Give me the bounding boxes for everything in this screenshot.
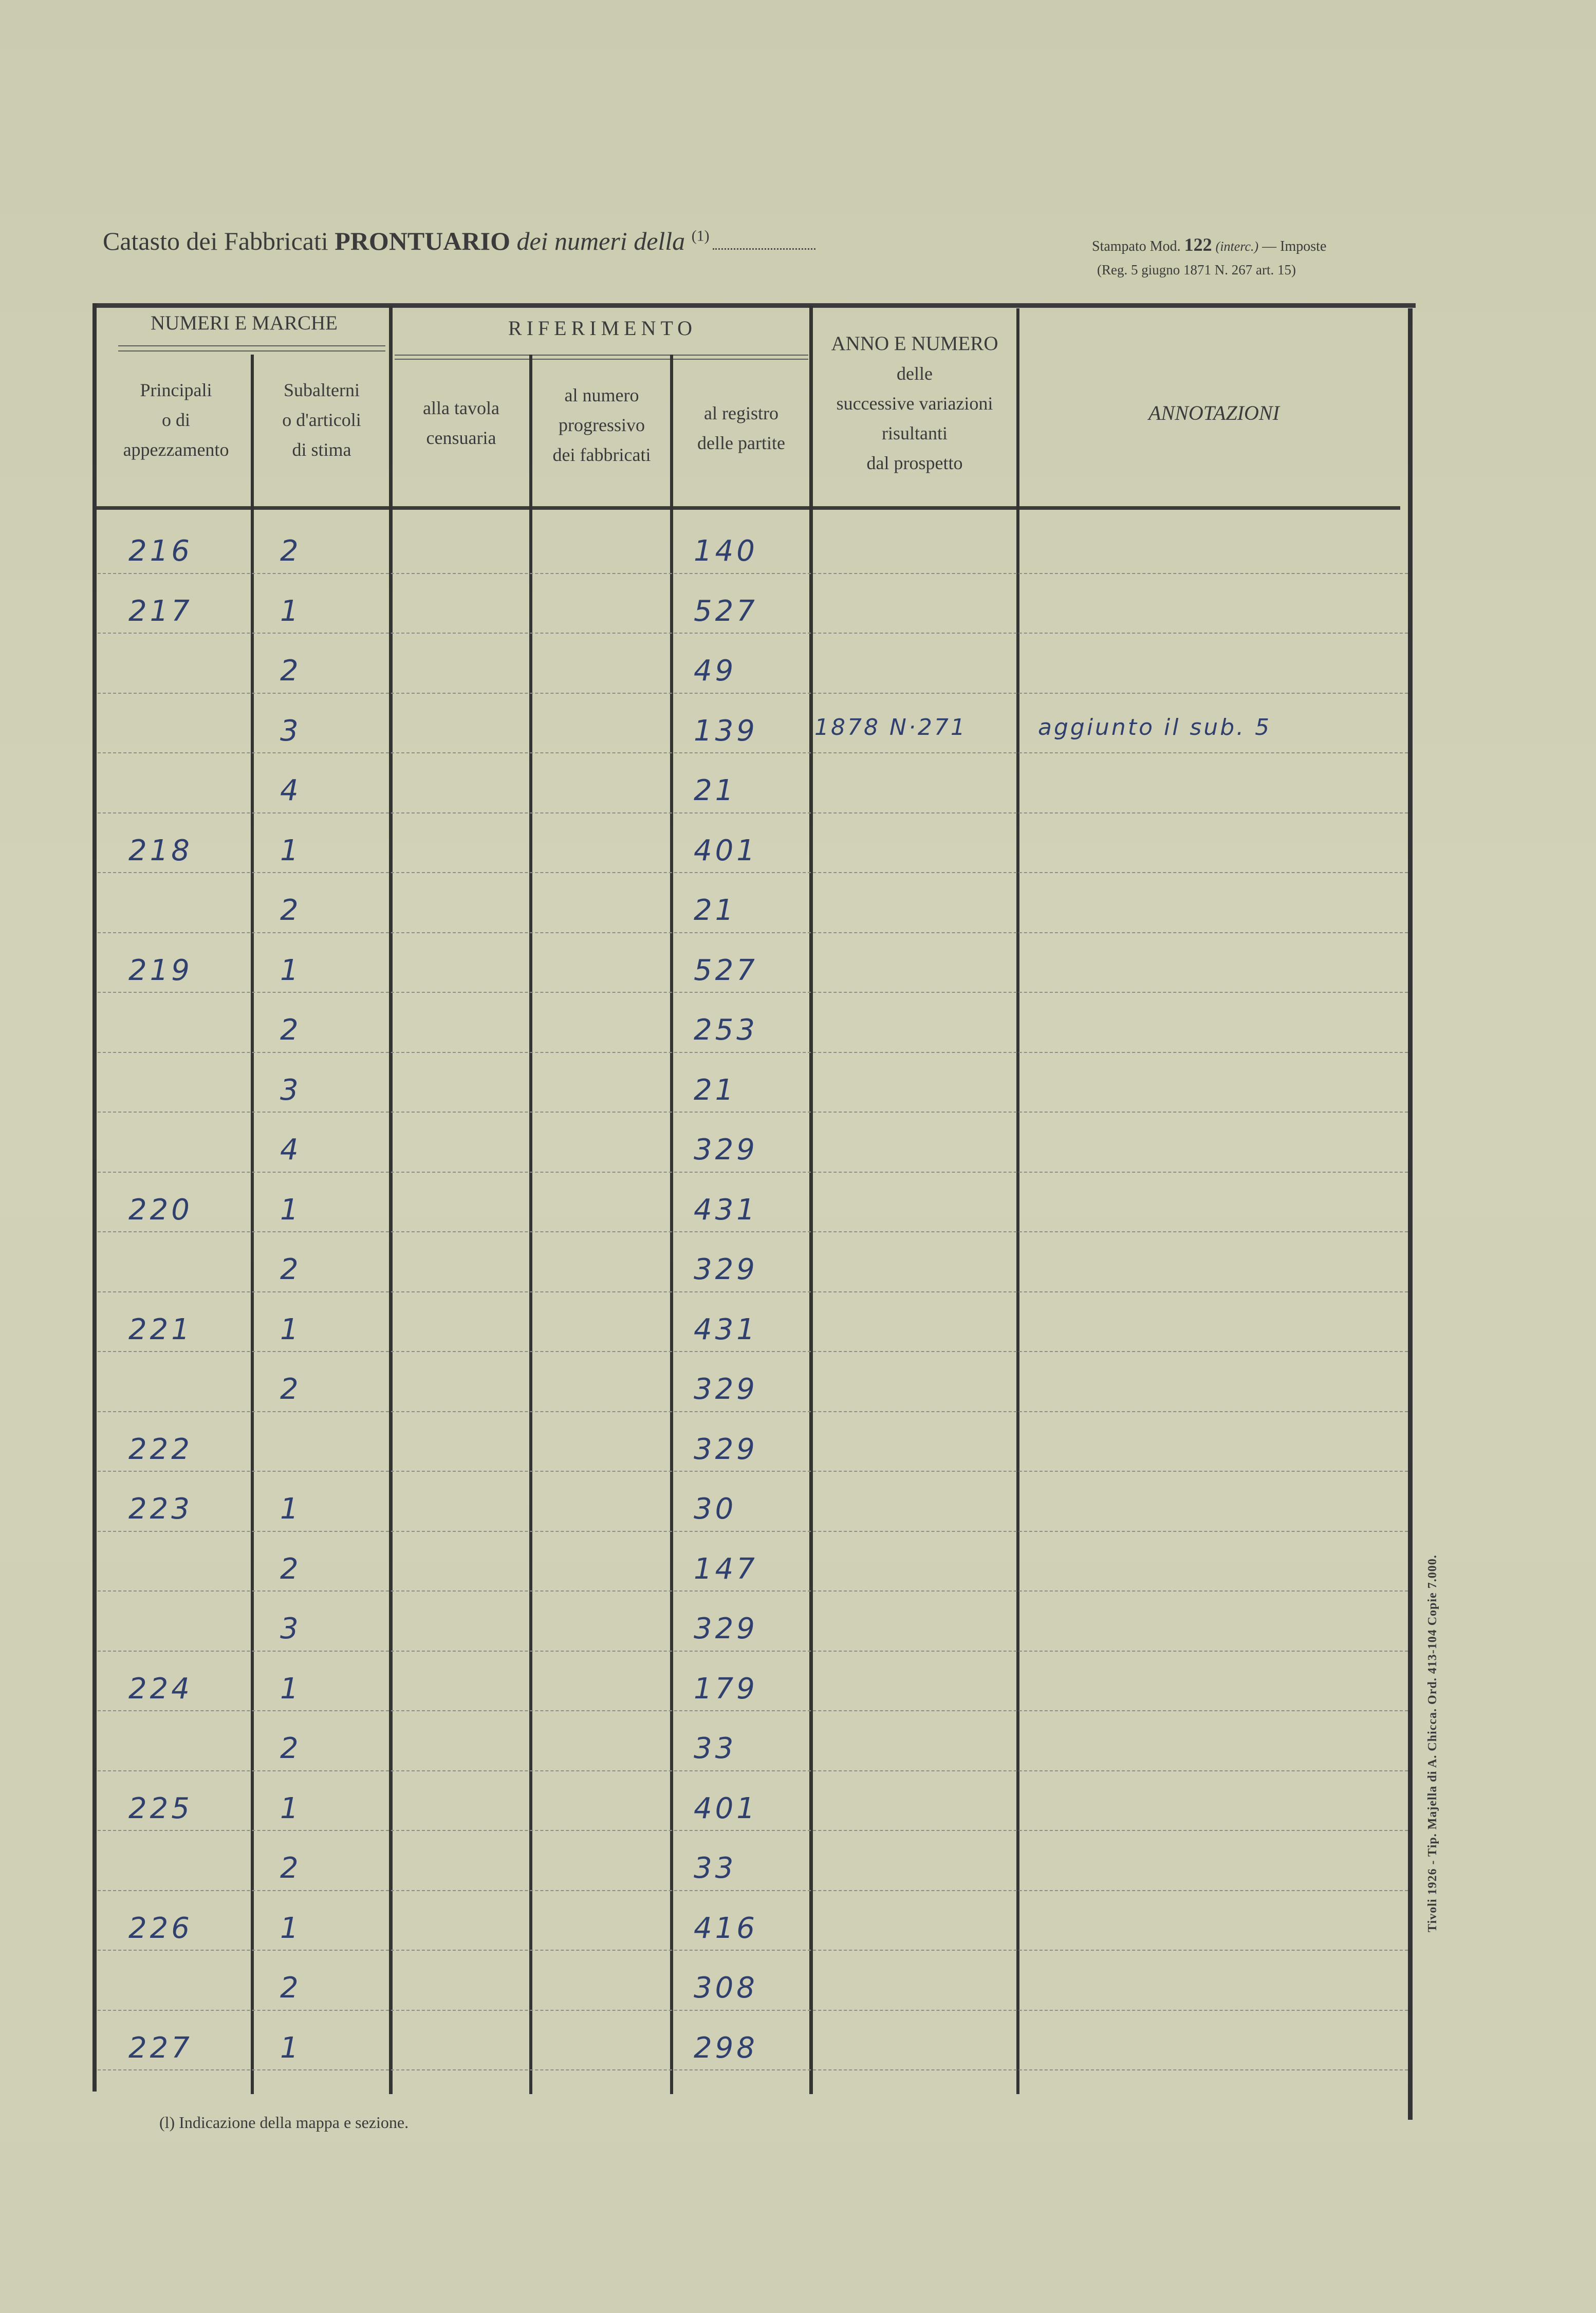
registro-cell: 21 (694, 894, 737, 927)
principale-cell: 227 (128, 2031, 193, 2065)
registro-cell: 33 (694, 1852, 737, 1885)
header-bottom-rule (92, 506, 1400, 510)
principale-cell: 222 (128, 1432, 193, 1466)
header-anno-l3: successive variazioni (836, 393, 993, 414)
subalterno-cell: 2 (280, 654, 302, 688)
header-registro-l2: delle partite (697, 433, 785, 453)
col-line-subalterni (389, 306, 393, 2094)
row-rule (98, 1770, 1408, 1771)
header-tavola-l1: alla tavola (423, 398, 499, 418)
registro-cell: 179 (694, 1672, 758, 1706)
subalterno-cell: 1 (280, 834, 302, 867)
subalterno-cell: 1 (280, 1911, 302, 1945)
row-rule (98, 1531, 1408, 1532)
col-line-principali (251, 355, 254, 2094)
subalterno-cell: 3 (280, 1612, 302, 1645)
header-subalterni-l1: Subalterni (284, 380, 360, 400)
numeri-group-rule-2 (118, 350, 385, 351)
annotazione-cell: aggiunto il sub. 5 (1038, 714, 1272, 741)
registro-cell: 401 (694, 1791, 758, 1825)
footnote: (l) Indicazione della mappa e sezione. (159, 2113, 409, 2132)
registro-cell: 431 (694, 1193, 758, 1227)
row-rule (98, 992, 1408, 993)
subalterno-cell: 1 (280, 953, 302, 987)
riferimento-group-rule (395, 355, 808, 356)
registro-cell: 527 (694, 953, 758, 987)
registro-cell: 308 (694, 1971, 758, 2005)
subalterno-cell: 2 (280, 1373, 302, 1406)
header-registro-l1: al registro (704, 403, 778, 423)
registro-cell: 401 (694, 834, 758, 867)
print-model-number: 122 (1184, 234, 1212, 255)
print-regulation-line: (Reg. 5 giugno 1871 N. 267 art. 15) (1097, 262, 1296, 277)
header-principali-l3: appezzamento (123, 439, 229, 460)
title-prefix: Catasto dei Fabbricati (103, 227, 328, 255)
title-bold: PRONTUARIO (335, 227, 510, 255)
header-tavola-l2: censuaria (426, 428, 496, 448)
header-tavola (393, 393, 529, 453)
header-annotazioni: ANNOTAZIONI (1148, 401, 1279, 424)
header-subalterni-l3: di stima (292, 439, 351, 460)
subalterno-cell: 1 (280, 1193, 302, 1227)
right-border (1408, 308, 1413, 2120)
header-registro (673, 398, 809, 458)
header-subalterni (254, 375, 389, 465)
subalterno-cell: 1 (280, 1672, 302, 1706)
row-rule (98, 1351, 1408, 1352)
row-rule (98, 1710, 1408, 1711)
registro-cell: 329 (694, 1432, 758, 1466)
subalterno-cell: 3 (280, 1073, 302, 1107)
row-rule (98, 1112, 1408, 1113)
row-rule (98, 633, 1408, 634)
row-rule (98, 1950, 1408, 1951)
print-model-qualifier: (interc.) (1215, 239, 1259, 254)
title-footnote-ref: (1) (691, 227, 710, 245)
subalterno-cell: 2 (280, 1552, 302, 1586)
header-numero-l1: al numero (564, 385, 639, 405)
registro-cell: 21 (694, 1073, 737, 1107)
subalterno-cell: 2 (280, 894, 302, 927)
row-rule (98, 693, 1408, 694)
row-rule (98, 752, 1408, 753)
row-rule (98, 1052, 1408, 1053)
registro-cell: 298 (694, 2031, 758, 2065)
row-rule (98, 872, 1408, 873)
principale-cell: 216 (128, 534, 193, 568)
principale-cell: 223 (128, 1492, 193, 1526)
header-principali-l2: o di (161, 410, 190, 430)
print-model-tax: — Imposte (1262, 238, 1327, 254)
header-anno-l5: dal prospetto (866, 453, 963, 473)
header-numero-l3: dei fabbricati (552, 445, 651, 465)
col-line-tavola (529, 355, 532, 2094)
header-numero (533, 380, 671, 470)
registro-cell: 49 (694, 654, 737, 688)
subalterno-cell: 1 (280, 1791, 302, 1825)
principale-cell: 220 (128, 1193, 193, 1227)
row-rule (98, 1471, 1408, 1472)
printer-sidenote: Tivoli 1926 - Tip. Majella di A. Chicca. Ord. 413-104 Copie 7.000. (1426, 1555, 1439, 1932)
registro-cell: 140 (694, 534, 758, 568)
subalterno-cell: 1 (280, 594, 302, 628)
header-anno-l1: ANNO E NUMERO (831, 332, 998, 355)
subalterno-cell: 2 (280, 1253, 302, 1286)
subalterno-cell: 2 (280, 1852, 302, 1885)
header-principali (100, 375, 252, 465)
principale-cell: 218 (128, 834, 193, 867)
registro-cell: 147 (694, 1552, 758, 1586)
subalterno-cell: 3 (280, 714, 302, 748)
principale-cell: 225 (128, 1791, 193, 1825)
registro-cell: 21 (694, 774, 737, 807)
registro-cell: 139 (694, 714, 758, 748)
principale-cell: 219 (128, 953, 193, 987)
col-line-numero (670, 355, 673, 2094)
table-top-rule (92, 303, 1416, 308)
subalterno-cell: 1 (280, 1312, 302, 1346)
header-anno-l4: risultanti (882, 423, 948, 443)
row-rule (98, 2010, 1408, 2011)
row-rule (98, 812, 1408, 813)
subalterno-cell: 4 (280, 774, 302, 807)
registro-cell: 329 (694, 1373, 758, 1406)
header-anno-l2: delle (897, 363, 933, 384)
principale-cell: 224 (128, 1672, 193, 1706)
registro-cell: 416 (694, 1911, 758, 1945)
header-riferimento: RIFERIMENTO (508, 317, 697, 340)
principale-cell: 217 (128, 594, 193, 628)
riferimento-group-rule-2 (395, 359, 808, 360)
col-line-registro (809, 306, 813, 2094)
anno-numero-cell: 1878 N·271 (814, 714, 967, 741)
row-rule (98, 1590, 1408, 1592)
registro-cell: 33 (694, 1732, 737, 1765)
col-line-anno (1016, 308, 1019, 2094)
subalterno-cell: 1 (280, 2031, 302, 2065)
row-rule (98, 1411, 1408, 1412)
title-fill-dots (713, 248, 815, 250)
subalterno-cell: 4 (280, 1133, 302, 1167)
subalterno-cell: 2 (280, 1971, 302, 2005)
subalterno-cell: 2 (280, 1732, 302, 1765)
registro-cell: 431 (694, 1312, 758, 1346)
registro-cell: 329 (694, 1133, 758, 1167)
row-rule (98, 1172, 1408, 1173)
row-rule (98, 1890, 1408, 1891)
registro-cell: 253 (694, 1013, 758, 1047)
row-rule (98, 1291, 1408, 1292)
subalterno-cell: 1 (280, 1492, 302, 1526)
row-rule (98, 1651, 1408, 1652)
registro-cell: 329 (694, 1253, 758, 1286)
page-title (103, 226, 815, 256)
left-border (92, 303, 97, 2092)
header-numero-l2: progressivo (559, 415, 645, 435)
row-rule (98, 1830, 1408, 1831)
subalterno-cell: 2 (280, 534, 302, 568)
numeri-group-rule (118, 345, 385, 346)
registro-cell: 329 (694, 1612, 758, 1645)
title-italic: dei numeri della (516, 227, 685, 255)
header-numeri-e-marche: NUMERI E MARCHE (150, 312, 338, 334)
subalterno-cell: 2 (280, 1013, 302, 1047)
registro-cell: 527 (694, 594, 758, 628)
print-model-label: Stampato Mod. (1092, 238, 1181, 254)
row-rule (98, 1231, 1408, 1232)
row-rule (98, 573, 1408, 574)
print-model-line (1092, 234, 1326, 255)
registro-cell: 30 (694, 1492, 737, 1526)
header-subalterni-l2: o d'articoli (282, 410, 361, 430)
row-rule (98, 2069, 1408, 2070)
principale-cell: 226 (128, 1911, 193, 1945)
header-anno-numero (813, 329, 1016, 478)
header-principali-l1: Principali (140, 380, 212, 400)
row-rule (98, 932, 1408, 933)
principale-cell: 221 (128, 1312, 193, 1346)
